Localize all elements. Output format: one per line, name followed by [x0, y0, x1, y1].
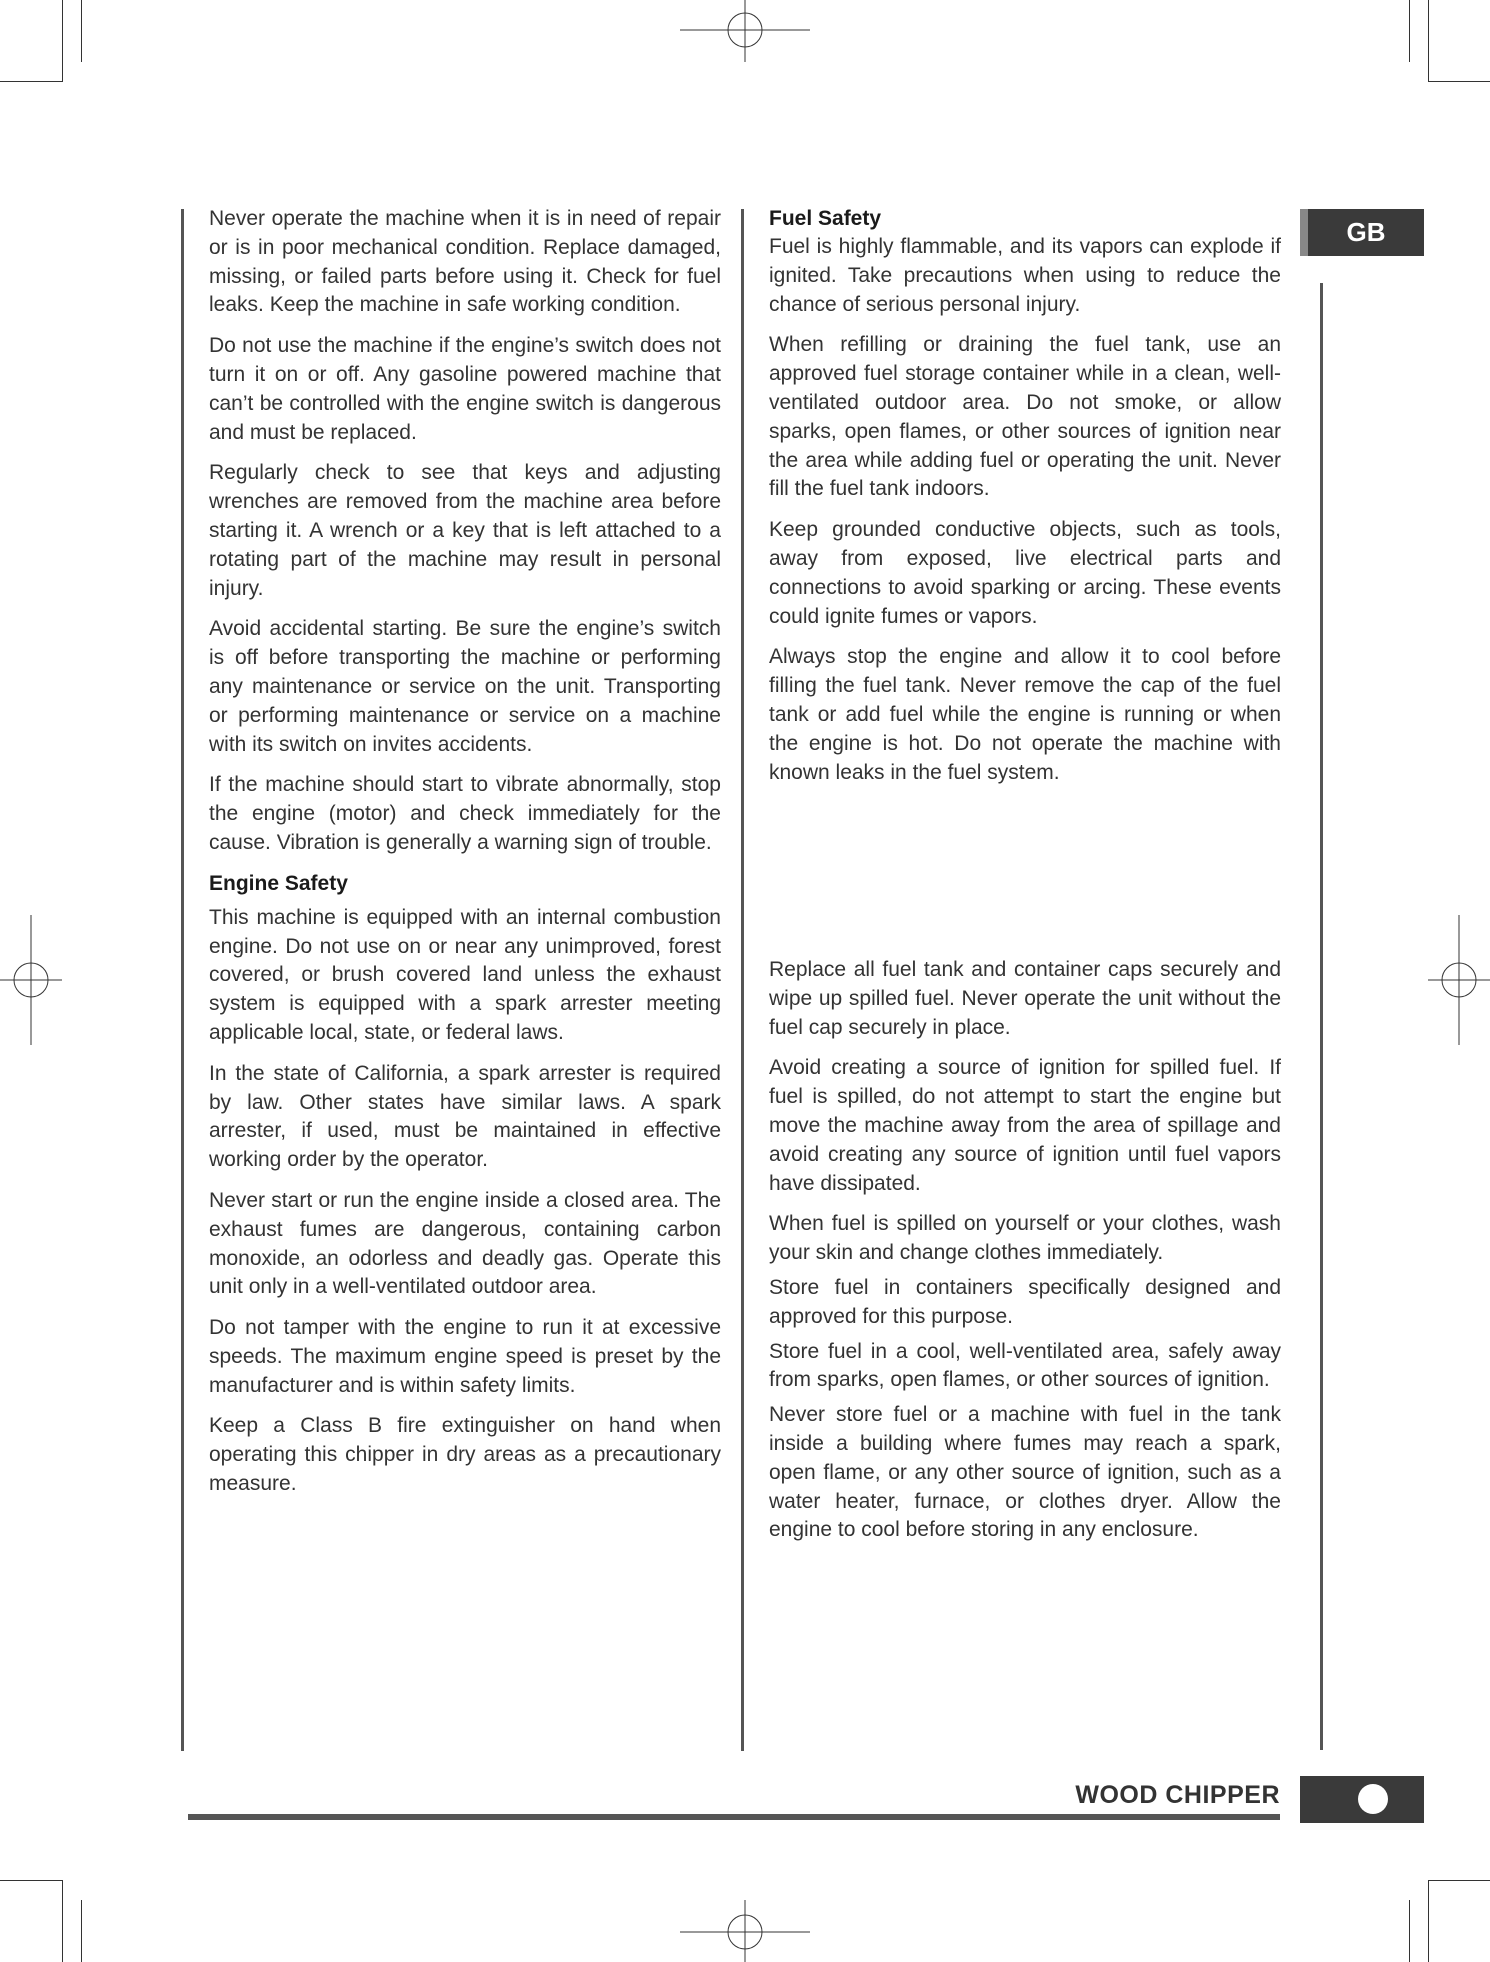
registration-target-bottom	[680, 1900, 810, 1962]
paragraph: Avoid creating a source of ignition for spilled fuel. If fuel is spilled, do not attempt to start the engine but move the machine away from the area of spillage and avoid creating any source of ignition until fuel vapors have dissipated.	[769, 1056, 1281, 1195]
paragraph: Regularly check to see that keys and adjusting wrenches are removed from the machine area before starting it. A wrench or a key that is left attached to a rotating part of the machine may result in personal injury.	[209, 461, 721, 600]
registration-target-top	[680, 0, 810, 62]
paragraph: When refilling or draining the fuel tank, use an approved fuel storage container while in a clean, well-ventilated outdoor area. Do not smoke, or allow sparks, open flames, or other sources of ignition near the area while adding fuel or operating the unit. Never fill the fuel tank indoors.	[769, 333, 1281, 501]
paragraph: Do not tamper with the engine to run it at excessive speeds. The maximum engine speed is preset by the manufacturer and is within safety limits.	[209, 1316, 721, 1397]
middle-column-rule	[741, 209, 744, 1751]
left-column	[209, 205, 721, 1511]
paragraph: Never start or run the engine inside a closed area. The exhaust fumes are dangerous, containing carbon monoxide, an odorless and deadly gas. Operate this unit only in a well-ventilated outdoor area.	[209, 1188, 721, 1299]
language-tab-edge	[1300, 209, 1308, 256]
language-tab-label: GB	[1346, 217, 1386, 247]
paragraph: Store fuel in containers specifically designed and approved for this purpose.	[769, 1275, 1281, 1328]
footer-product-title: WOOD CHIPPER	[1075, 1781, 1280, 1809]
footer-bar	[188, 1814, 1280, 1820]
paragraph: Always stop the engine and allow it to cool before filling the fuel tank. Never remove the cap of the fuel tank or add fuel while the engine is running or when the engine is hot. Do not operate the machine with known leaks in the fuel system.	[769, 645, 1281, 784]
paragraph: In the state of California, a spark arrester is required by law. Other states have similar laws. A spark arrester, if used, must be maintained in effective working order by the operator.	[209, 1061, 721, 1172]
registration-target-right	[1428, 915, 1490, 1045]
paragraph: If the machine should start to vibrate abnormally, stop the engine (motor) and check immediately for the cause. Vibration is generally a warning sign of trouble.	[209, 773, 721, 854]
paragraph: Fuel is highly flammable, and its vapors can explode if ignited. Take precautions when using to reduce the chance of serious personal injury.	[769, 235, 1281, 316]
paragraph: Keep a Class B fire extinguisher on hand when operating this chipper in dry areas as a precautionary measure.	[209, 1414, 721, 1496]
left-column-rule	[181, 209, 184, 1751]
paragraph: This machine is equipped with an internal combustion engine. Do not use on or near any unimproved, forest covered, or brush covered land unless the exhaust system is equipped with a spark arrester meeting applicable local, state, or federal laws.	[209, 905, 721, 1044]
paragraph: Do not use the machine if the engine’s switch does not turn it on or off. Any gasoline powered machine that can’t be controlled with the engine switch is dangerous and must be replaced.	[209, 334, 721, 444]
engine-safety-heading: Engine Safety	[209, 871, 348, 895]
paragraph: Never operate the machine when it is in need of repair or is in poor mechanical condition. Replace damaged, missing, or failed parts before using it. Check for fuel leaks. Keep the machine in safe working condition.	[209, 207, 721, 317]
right-column-upper	[769, 205, 1281, 799]
right-column-rule	[1320, 283, 1323, 1750]
paragraph: Replace all fuel tank and container caps securely and wipe up spilled fuel. Never operate the unit without the fuel cap securely in place.	[769, 958, 1281, 1039]
registration-target-left	[0, 915, 62, 1045]
paragraph: Never store fuel or a machine with fuel in the tank inside a building where fumes may reach a spark, open flame, or any other source of ignition, such as a water heater, furnace, or clothes dryer. Allow the engine to cool before storing in any enclosure.	[769, 1403, 1281, 1542]
paragraph: When fuel is spilled on yourself or your clothes, wash your skin and change clothes immediately.	[769, 1212, 1281, 1265]
right-column-lower	[769, 956, 1281, 1557]
paragraph: Keep grounded conductive objects, such as tools, away from exposed, live electrical parts and connections to avoid sparking or arcing. These events could ignite fumes or vapors.	[769, 518, 1281, 628]
page-number-marker	[1358, 1784, 1388, 1814]
fuel-safety-heading: Fuel Safety	[769, 207, 882, 230]
paragraph: Store fuel in a cool, well-ventilated area, safely away from sparks, open flames, or other sources of ignition.	[769, 1339, 1281, 1392]
paragraph: Avoid accidental starting. Be sure the engine’s switch is off before transporting the machine or performing any maintenance or service on the unit. Transporting or performing maintenance or service on a machine with its switch on invites accidents.	[209, 617, 721, 756]
